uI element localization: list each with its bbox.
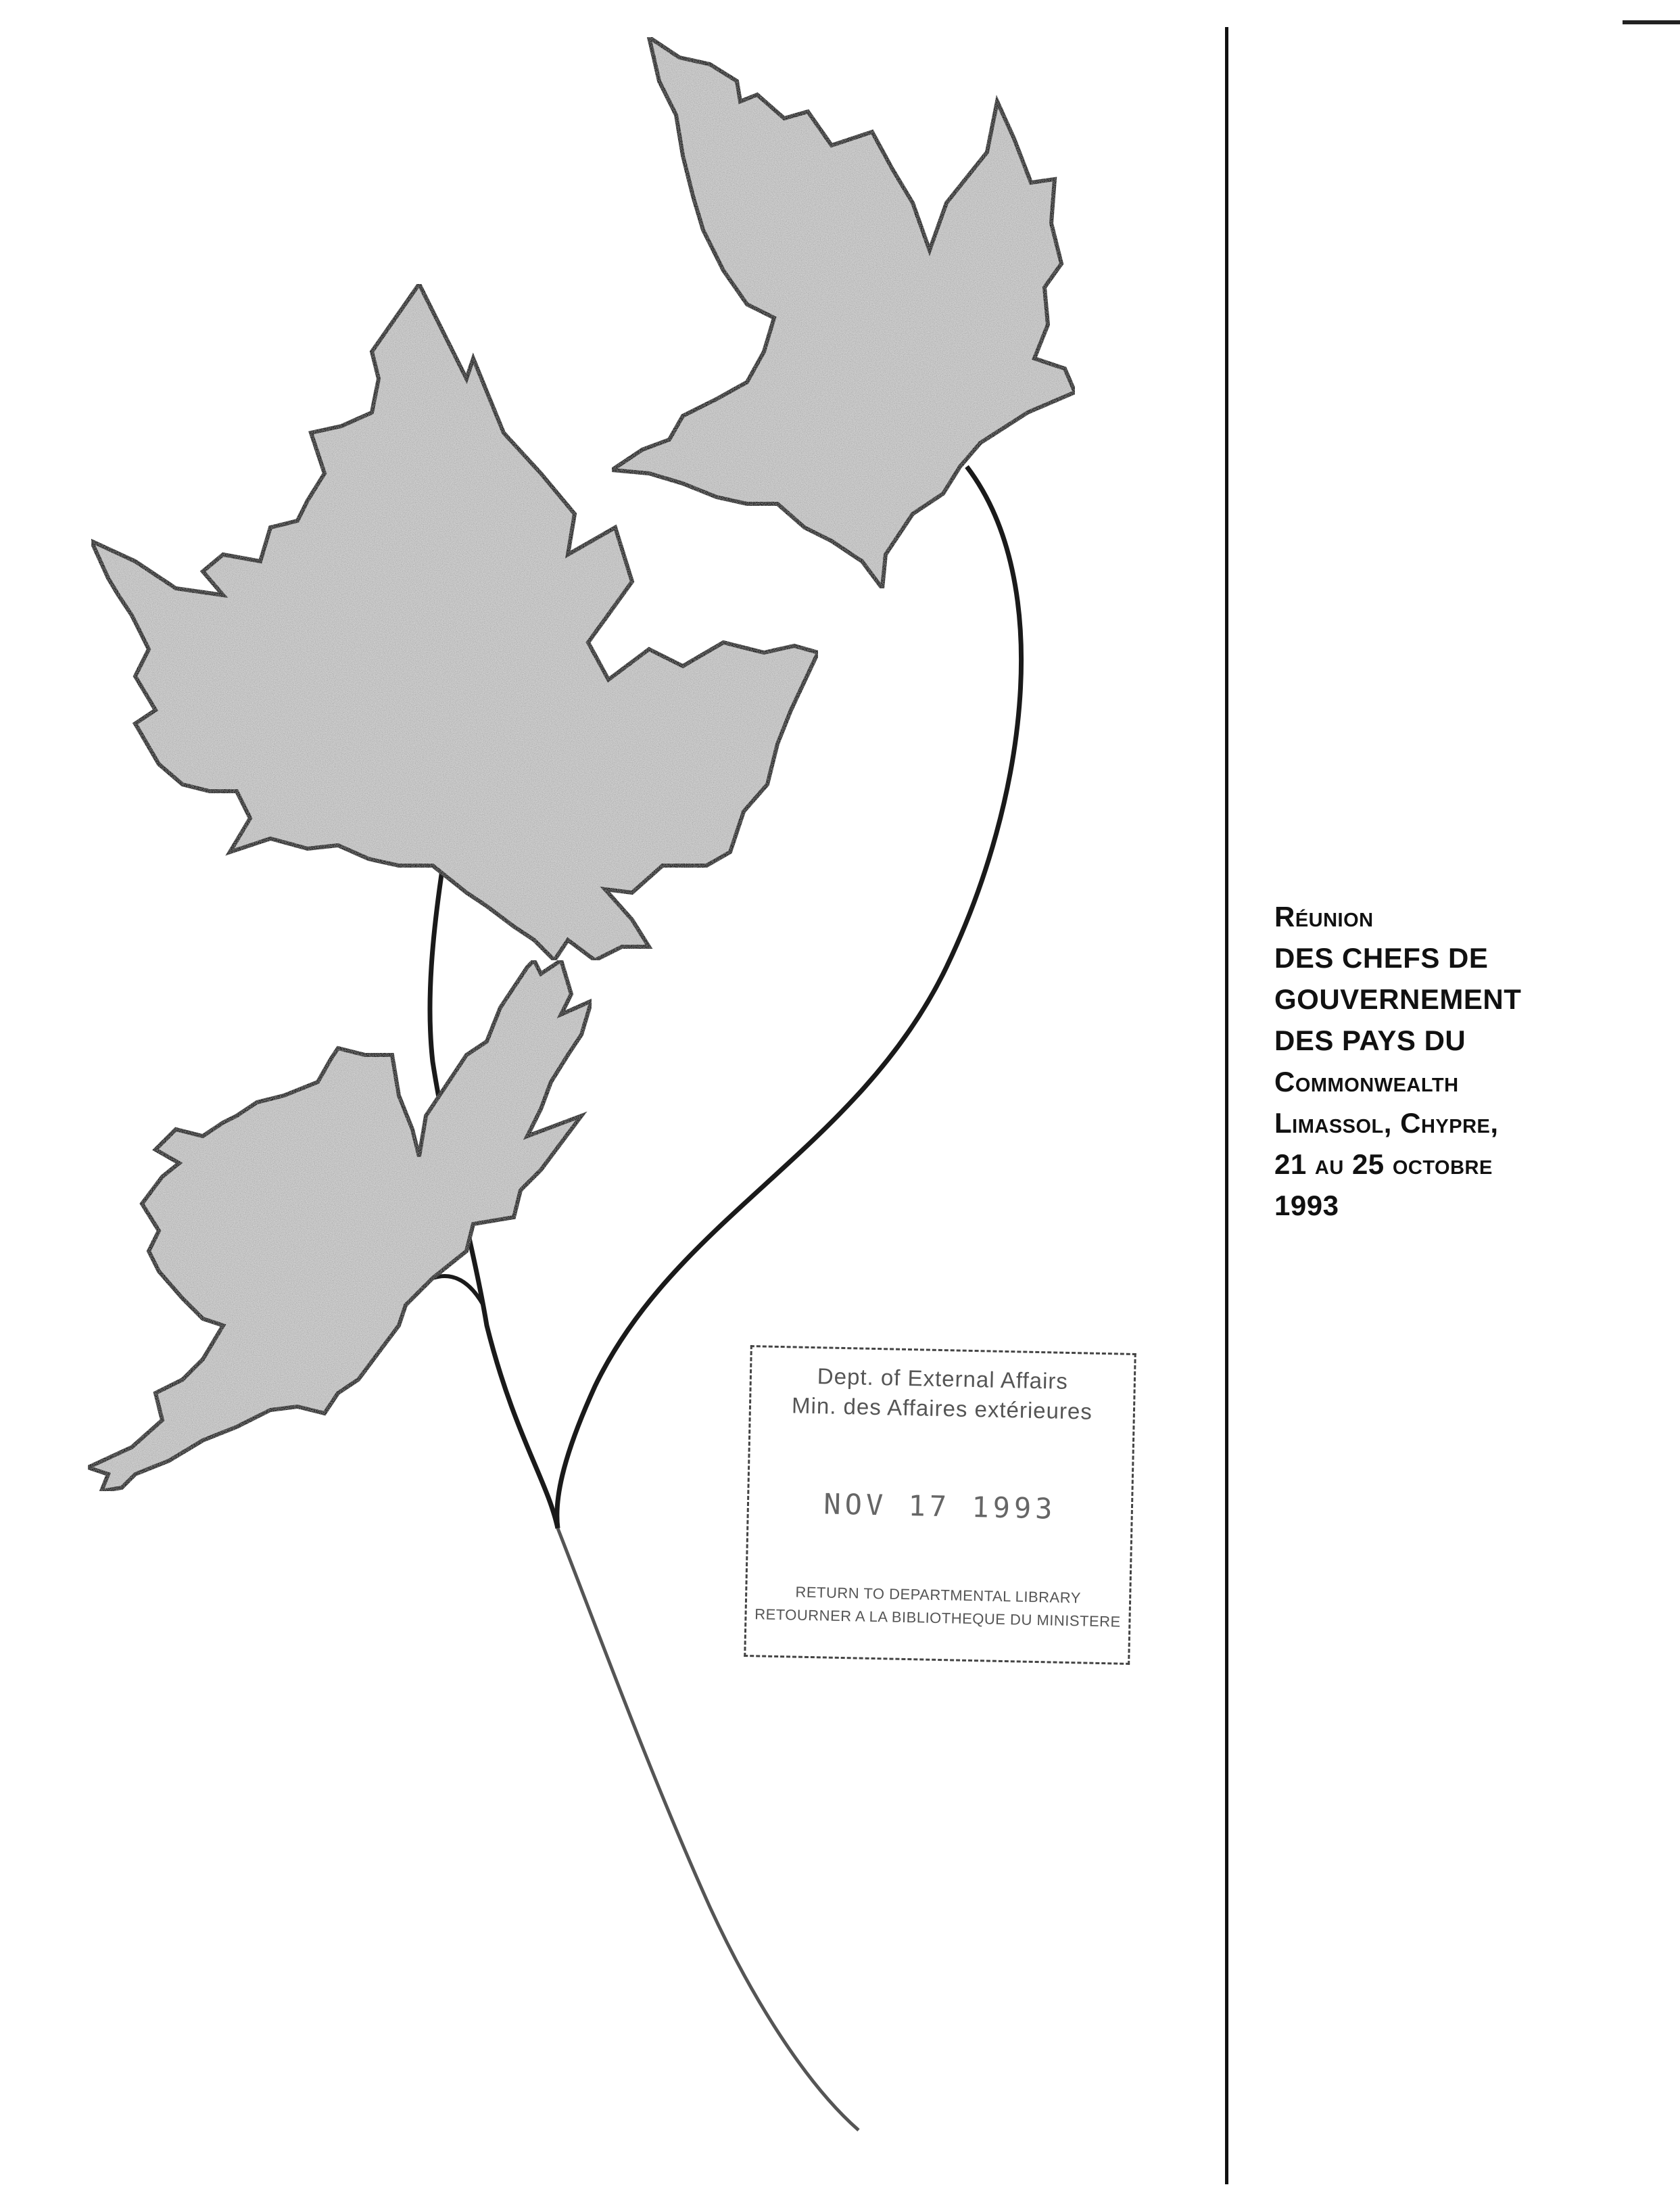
maple-leaf-lower [88, 960, 592, 1491]
stamp-return-fr: RETOURNER A LA BIBLIOTHEQUE DU MINISTERE [754, 1605, 1122, 1630]
title-line-dates: 21 au 25 octobre [1274, 1148, 1493, 1180]
stamp-dept-en: Dept. of External Affairs [817, 1363, 1069, 1394]
library-stamp [744, 1345, 1136, 1665]
title-line-chefs: DES CHEFS DE [1274, 942, 1489, 974]
corner-scan-mark [1623, 20, 1680, 24]
stamp-dept-fr: Min. des Affaires extérieures [791, 1392, 1093, 1424]
meeting-title [1274, 896, 1626, 1226]
title-line-location: Limassol, Chypre, [1274, 1107, 1499, 1139]
title-line-year: 1993 [1274, 1190, 1339, 1221]
title-line-pays: DES PAYS DU [1274, 1025, 1466, 1056]
title-line-reunion: Réunion [1274, 901, 1374, 933]
title-line-commonwealth: Commonwealth [1274, 1066, 1459, 1098]
maple-leaf-large [91, 284, 818, 960]
stamp-return-en: RETURN TO DEPARTMENTAL LIBRARY [795, 1583, 1082, 1607]
vertical-rule [1225, 27, 1228, 2184]
maple-leaf-top [612, 37, 1075, 588]
title-line-gouvernement: GOUVERNEMENT [1274, 983, 1522, 1015]
stamp-date: NOV 17 1993 [823, 1487, 1057, 1526]
